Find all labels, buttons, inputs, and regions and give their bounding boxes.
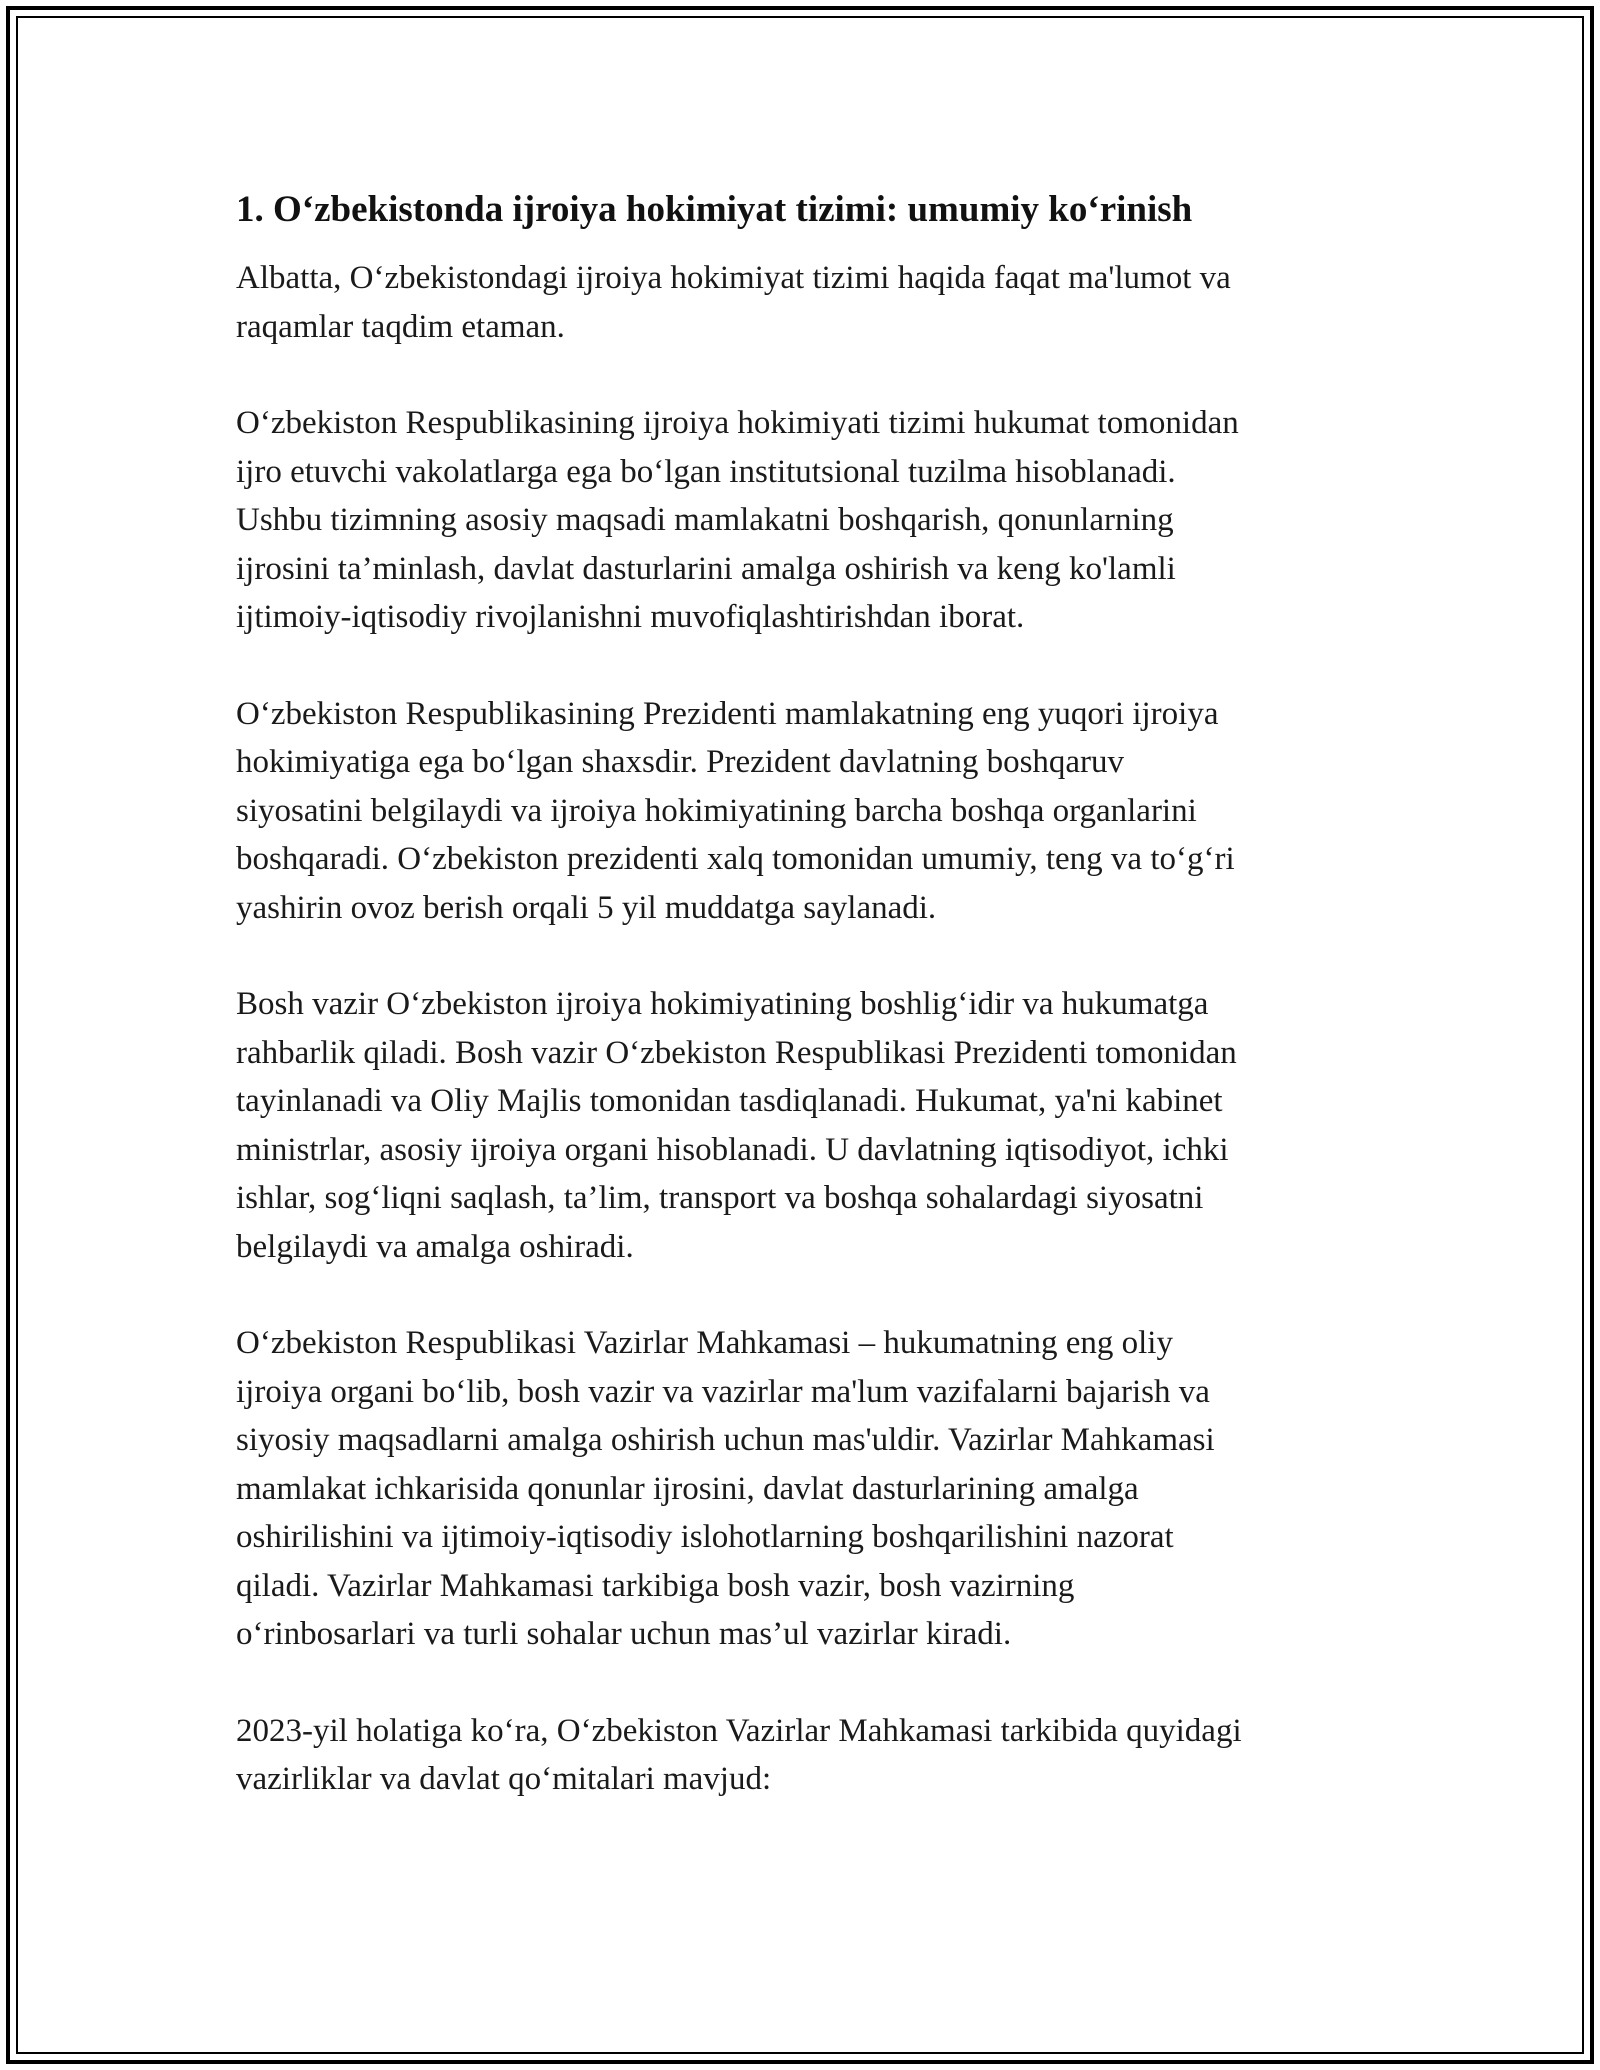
paragraph-prime-minister: Bosh vazir O‘zbekiston ijroiya hokimiyatining boshlig‘idir va hukumatga rahbarlik qiladi. Bosh vazir O‘zbekiston Respublikasi Prezidenti tomonidan tayinlanadi va Oliy Majlis tomonidan tasdiqlanadi. Hukumat, ya'ni kabinet ministrlar, asosiy ijroiya organi hisoblanadi. U davlatning iqtisodiyot, ichki ishlar, sog‘liqni saqlash, ta’lim, transport va boshqa sohalardagi siyosatni belgilaydi va amalga oshiradi.	[236, 986, 1237, 1265]
paragraph-intro: Albatta, O‘zbekistondagi ijroiya hokimiyat tizimi haqida faqat ma'lumot va raqamlar taqdim etaman.	[236, 260, 1231, 345]
paragraph-president: O‘zbekiston Respublikasining Prezidenti mamlakatning eng yuqori ijroiya hokimiyatiga ega bo‘lgan shaxsdir. Prezident davlatning boshqaruv siyosatini belgilaydi va ijroiya hokimiyatining barcha boshqa organlarini boshqaradi. O‘zbekiston prezidenti xalq tomonidan umumiy, teng va to‘g‘ri yashirin ovoz berish orqali 5 yil muddatga saylanadi.	[236, 695, 1235, 926]
section-heading: 1. O‘zbekistonda ijroiya hokimiyat tizimi: umumiy ko‘rinish	[236, 189, 1193, 230]
document-page	[236, 186, 1366, 1852]
paragraph-ministries-2023: 2023-yil holatiga ko‘ra, O‘zbekiston Vazirlar Mahkamasi tarkibida quyidagi vazirliklar va davlat qo‘mitalari mavjud:	[236, 1712, 1242, 1797]
paragraph-executive-system: O‘zbekiston Respublikasining ijroiya hokimiyati tizimi hukumat tomonidan ijro etuvchi vakolatlarga ega bo‘lgan institutsional tuzilma hisoblanadi. Ushbu tizimning asosiy maqsadi mamlakatni boshqarish, qonunlarning ijrosini ta’minlash, davlat dasturlarini amalga oshirish va keng ko'lamli ijtimoiy-iqtisodiy rivojlanishni muvofiqlashtirishdan iborat.	[236, 405, 1239, 635]
paragraph-cabinet-of-ministers: O‘zbekiston Respublikasi Vazirlar Mahkamasi – hukumatning eng oliy ijroiya organi bo‘lib, bosh vazir va vazirlar ma'lum vazifalarni bajarish va siyosiy maqsadlarni amalga oshirish uchun mas'uldir. Vazirlar Mahkamasi mamlakat ichkarisida qonunlar ijrosini, davlat dasturlarining amalga oshirilishini va ijtimoiy-iqtisodiy islohotlarning boshqarilishini nazorat qiladi. Vazirlar Mahkamasi tarkibiga bosh vazir, bosh vazirning o‘rinbosarlari va turli sohalar uchun mas’ul vazirlar kiradi.	[236, 1325, 1215, 1652]
